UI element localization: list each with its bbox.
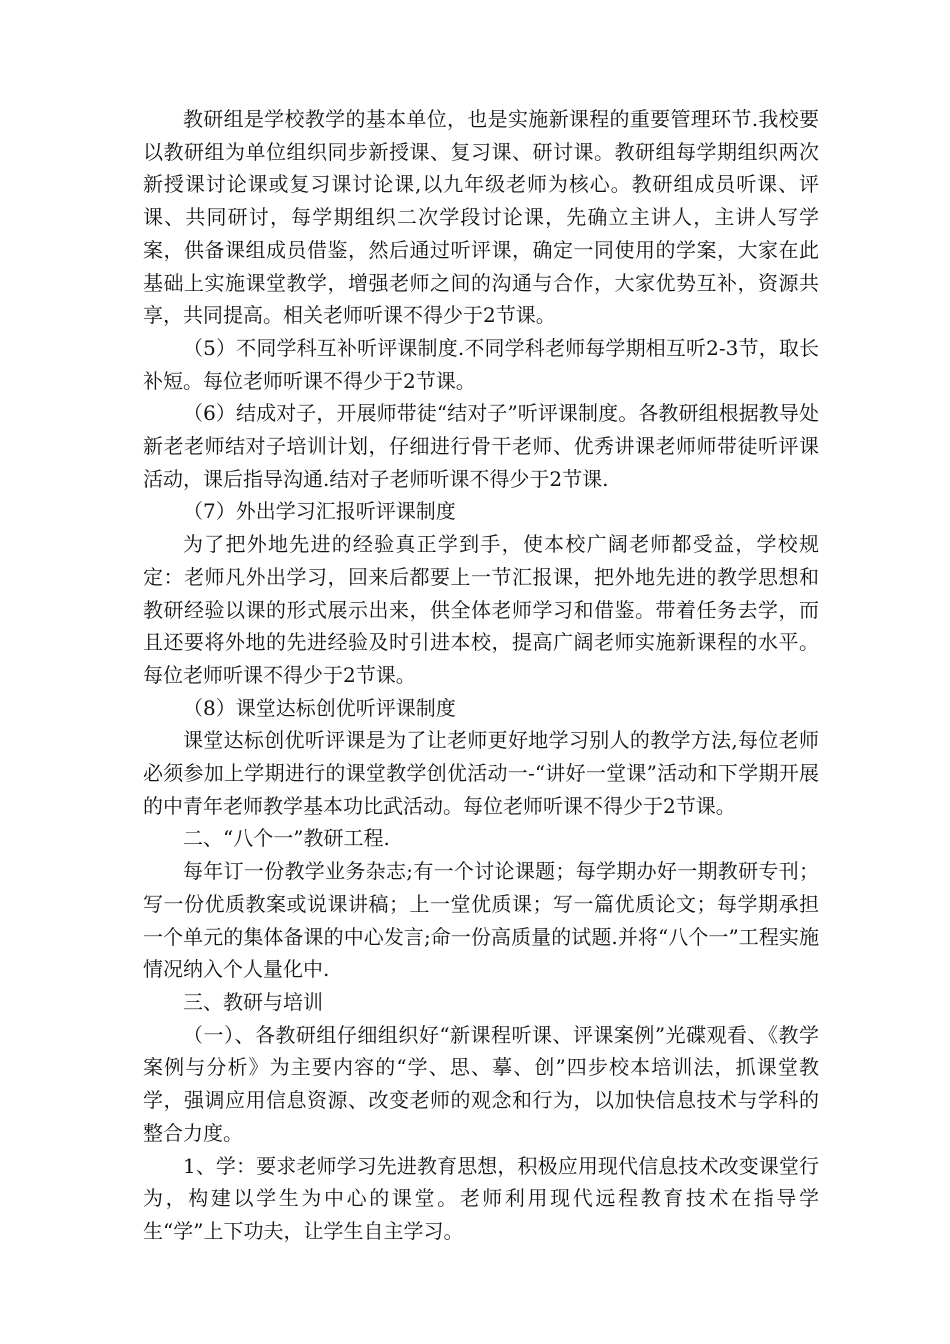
paragraph-teaching-group-intro: 教研组是学校教学的基本单位，也是实施新课程的重要管理环节.我校要以教研组为单位组织同步新授课、复习课、研讨课。教研组每学期组织两次新授课讨论课或复习课讨论课,以九年级老师为核心。教研组成员听课、评课、共同研讨，每学期组织二次学段讨论课，先确立主讲人，主讲人写学案，供备课组成员借鉴，然后通过听评课，确定一同使用的学案，大家在此基础上实施课堂教学，增强老师之间的沟通与合作，大家优势互补，资源共享，共同提高。相关老师听课不得少于2节课。 xyxy=(143,107,819,328)
heading-item-8: （8）课堂达标创优听评课制度 xyxy=(183,695,456,720)
heading-section-3: 三、教研与培训 xyxy=(183,989,323,1014)
document-page xyxy=(143,103,819,1248)
heading-item-7: （7）外出学习汇报听评课制度 xyxy=(183,499,456,524)
paragraph-item-8-body: 课堂达标创优听评课是为了让老师更好地学习别人的教学方法,每位老师必须参加上学期进行的课堂教学创优活动一-“讲好一堂课”活动和下学期开展的中青年老师教学基本功比武活动。每位老师听课不得少于2节课。 xyxy=(143,728,819,818)
paragraph-item-6: （6）结成对子，开展师带徒“结对子”听评课制度。各教研组根据教导处新老老师结对子培训计划，仔细进行骨干老师、优秀讲课老师师带徒听评课活动，课后指导沟通.结对子老师听课不得少于2节课. xyxy=(143,401,819,491)
paragraph-step-learn: 1、学：要求老师学习先进教育思想，积极应用现代信息技术改变课堂行为，构建以学生为中心的课堂。老师利用现代远程教育技术在指导学生“学”上下功夫，让学生自主学习。 xyxy=(143,1153,819,1243)
paragraph-section-3-part-1: （一）、各教研组仔细组织好“新课程听课、评课案例”光碟观看、《教学案例与分析》为主要内容的“学、思、摹、创”四步校本培训法，抓课堂教学，强调应用信息资源、改变老师的观念和行为，以加快信息技术与学科的整合力度。 xyxy=(143,1022,819,1145)
paragraph-item-5: （5）不同学科互补听评课制度.不同学科老师每学期相互听2-3节，取长补短。每位老师听课不得少于2节课。 xyxy=(143,335,819,393)
heading-section-2: 二、“八个一”教研工程. xyxy=(183,826,390,851)
paragraph-section-2-body: 每年订一份教学业务杂志;有一个讨论课题；每学期办好一期教研专刊；写一份优质教案或说课讲稿；上一堂优质课；写一篇优质论文；每学期承担一个单元的集体备课的中心发言;命一份高质量的试题.并将“八个一”工程实施情况纳入个人量化中. xyxy=(143,859,819,982)
paragraph-item-7-body: 为了把外地先进的经验真正学到手，使本校广阔老师都受益，学校规定：老师凡外出学习，回来后都要上一节汇报课，把外地先进的教学思想和教研经验以课的形式展示出来，供全体老师学习和借鉴。带着任务去学，而且还要将外地的先进经验及时引进本校，提高广阔老师实施新课程的水平。每位老师听课不得少于2节课。 xyxy=(143,532,819,687)
